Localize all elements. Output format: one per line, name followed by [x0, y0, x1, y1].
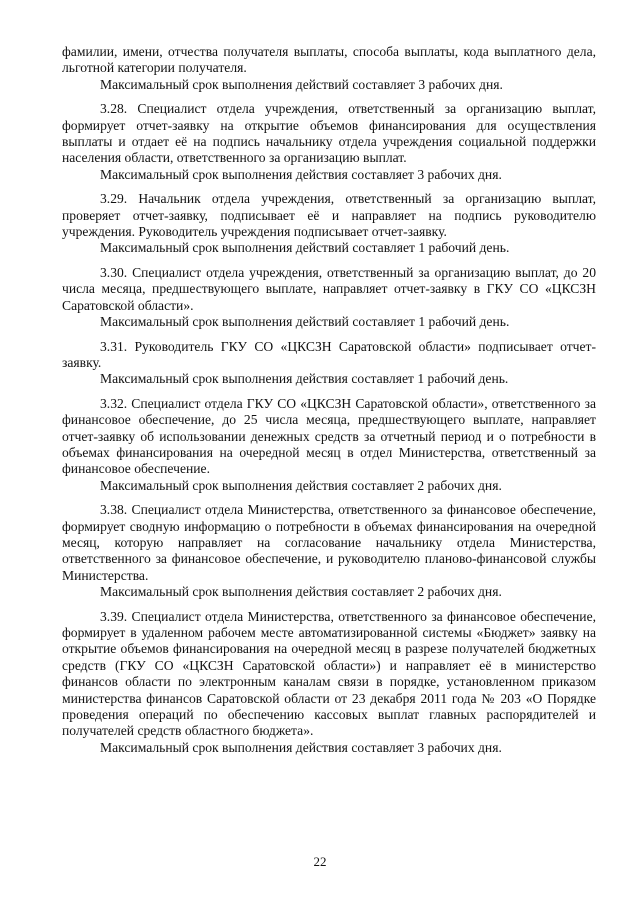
time-limit-paragraph: Максимальный срок выполнения действия составляет 3 рабочих дня. — [100, 739, 502, 755]
time-limit-paragraph: Максимальный срок выполнения действия составляет 3 рабочих дня. — [100, 166, 502, 182]
clause-3-29: 3.29. Начальник отдела учреждения, ответственный за организацию выплат, проверяет отчет-заявку, подписывает её и направляет на подпись руководителю учреждения. Руководитель учреждения подписывает отчет-заявку. — [62, 191, 596, 240]
clause-3-38: 3.38. Специалист отдела Министерства, ответственного за финансовое обеспечение, формирует сводную информацию о потребности в объемах финансирования на очередной месяц, которую направляет на согласование начальнику отдела Министерства, ответственного за финансовое обеспечение, и руководителю планово-финансовой службы Министерства. — [62, 502, 596, 583]
time-limit-paragraph: Максимальный срок выполнения действий составляет 3 рабочих дня. — [100, 76, 503, 92]
carryover-paragraph: фамилии, имени, отчества получателя выплаты, способа выплаты, кода выплатного дела, льготной категории получателя. — [62, 44, 596, 76]
clause-3-32: 3.32. Специалист отдела ГКУ СО «ЦКСЗН Саратовской области», ответственного за финансовое обеспечение, до 25 числа месяца, предшествующего выплате, направляет отчет-заявку об использовании денежных средств за отчетный период и о потребности в объемах финансирования на очередной месяц в отдел Министерства, ответственный за финансовое обеспечение. — [62, 395, 596, 477]
time-limit-paragraph: Максимальный срок выполнения действия составляет 2 рабочих дня. — [100, 477, 502, 493]
time-limit-paragraph: Максимальный срок выполнения действия составляет 2 рабочих дня. — [100, 584, 502, 600]
clause-3-31: 3.31. Руководитель ГКУ СО «ЦКСЗН Саратовской области» подписывает отчет-заявку. — [62, 338, 596, 370]
time-limit-paragraph: Максимальный срок выполнения действия составляет 1 рабочий день. — [100, 371, 509, 387]
clause-3-28: 3.28. Специалист отдела учреждения, ответственный за организацию выплат, формирует отчет-заявку на открытие объемов финансирования для осуществления выплаты и отдает её на подпись начальнику отдела учреждения социальной поддержки населения области, ответственного за организацию выплат. — [62, 101, 596, 166]
time-limit-paragraph: Максимальный срок выполнения действий составляет 1 рабочий день. — [100, 314, 510, 330]
clause-3-30: 3.30. Специалист отдела учреждения, ответственный за организацию выплат, до 20 числа месяца, предшествующего выплате, направляет отчет-заявку в ГКУ СО «ЦКСЗН Саратовской области». — [62, 264, 596, 313]
clause-3-39: 3.39. Специалист отдела Министерства, ответственного за финансовое обеспечение, формирует в удаленном рабочем месте автоматизированной системы «Бюджет» заявку на открытие объемов финансирования на очередной месяц в разрезе получателей бюджетных средств (ГКУ СО «ЦКСЗН Саратовской области») и направляет её в министерство финансов области по электронным каналам связи в порядке, установленном приказом министерства финансов Саратовской области от 23 декабря 2011 года № 203 «О Порядке проведения операций по обеспечению кассовых выплат главных распорядителей и получателей средств областного бюджета». — [62, 608, 596, 739]
document-body — [62, 44, 596, 764]
page-number: 22 — [313, 854, 327, 869]
time-limit-paragraph: Максимальный срок выполнения действий составляет 1 рабочий день. — [100, 240, 510, 256]
